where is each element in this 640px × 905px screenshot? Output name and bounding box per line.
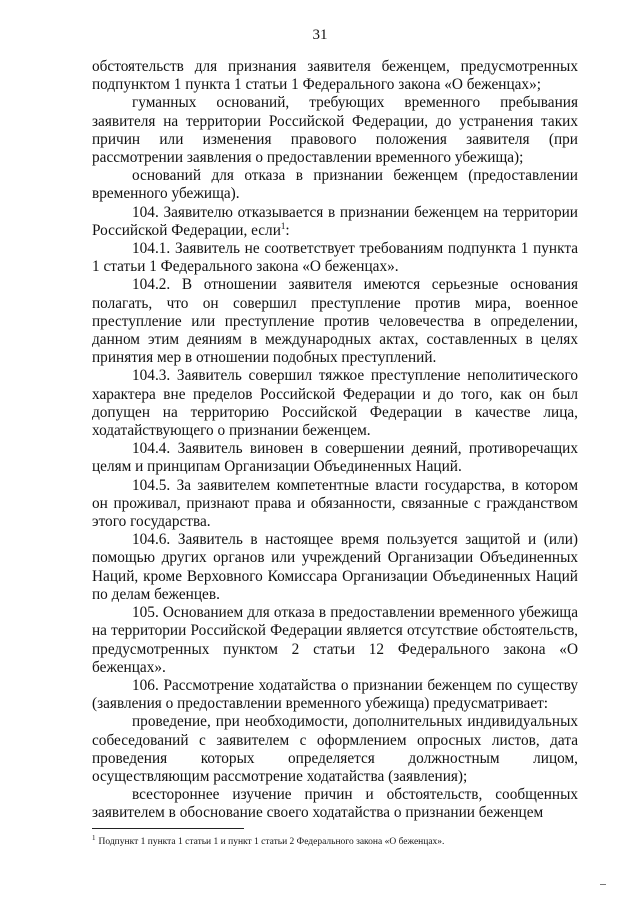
paragraph-12: 106. Рассмотрение ходатайства о признании беженцем по существу (заявления о предоставлении временного убежища) предусматривает: [92,676,578,713]
page-number: 31 [312,27,328,43]
paragraph-2: гуманных оснований, требующих временного пребывания заявителя на территории Российской Федерации, до устранения таких причин или изменения правового положения заявителя (при рассмотрении заявления о предоставлении временного убежища); [92,94,578,167]
paragraph-1: обстоятельств для признания заявителя беженцем, предусмотренных подпунктом 1 пункта 1 статьи 1 Федерального закона «О беженцах»; [92,58,578,94]
scan-speck [600,884,606,885]
paragraph-5: 104.1. Заявитель не соответствует требованиям подпункта 1 пункта 1 статьи 1 Федерального закона «О беженцах». [92,240,578,276]
paragraph-4 [92,204,578,240]
footnote-divider [92,828,244,829]
paragraph-7: 104.3. Заявитель совершил тяжкое преступление неполитического характера вне пределов Российской Федерации и до того, как он был допущен на территорию Российской Федерации в качестве лица, ходатайствующего о признании беженцем. [92,367,578,440]
paragraph-3: оснований для отказа в признании беженцем (предоставлении временного убежища). [92,167,578,203]
paragraph-11: 105. Основанием для отказа в предоставлении временного убежища на территории Российской Федерации является отсутствие обстоятельств, предусмотренных пунктом 2 статьи 12 Федерального закона «О беженцах». [92,604,578,676]
document-body [92,58,578,823]
paragraph-10: 104.6. Заявитель в настоящее время пользуется защитой и (или) помощью других органов или учреждений Организации Объединенных Наций, кроме Верховного Комиссара Организации Объединенных Наций по делам беженцев. [92,531,578,603]
paragraph-6: 104.2. В отношении заявителя имеются серьезные основания полагать, что он совершил преступление против мира, военное преступление или преступление против человечества в определении, данном этим деяниям в международных актах, составленных в целях принятия мер в отношении подобных преступлений. [92,276,578,367]
paragraph-9: 104.5. За заявителем компетентные власти государства, в котором он проживал, признают права и обязанности, связанные с гражданством этого государства. [92,476,578,531]
footnote-text: Подпункт 1 пункта 1 статьи 1 и пункт 1 статьи 2 Федерального закона «О беженцах». [98,837,445,847]
footnote [92,833,578,848]
paragraph-14: всестороннее изучение причин и обстоятельств, сообщенных заявителем в обоснование своего ходатайства о признании беженцем [92,786,578,822]
paragraph-8: 104.4. Заявитель виновен в совершении деяний, противоречащих целям и принципам Организации Объединенных Наций. [92,440,578,476]
paragraph-4-colon: : [285,221,290,239]
paragraph-4-text: 104. Заявителю отказывается в признании беженцем на территории Российской Федерации, если [92,203,578,239]
footnote-reference: 1 [280,220,286,231]
paragraph-13: проведение, при необходимости, дополнительных индивидуальных собеседований с заявителем с оформлением опросных листов, дата проведения которых определяется должностным лицом, осуществляющим рассмотрение ходатайства (заявления); [92,713,578,785]
footnote-mark: 1 [92,833,96,842]
